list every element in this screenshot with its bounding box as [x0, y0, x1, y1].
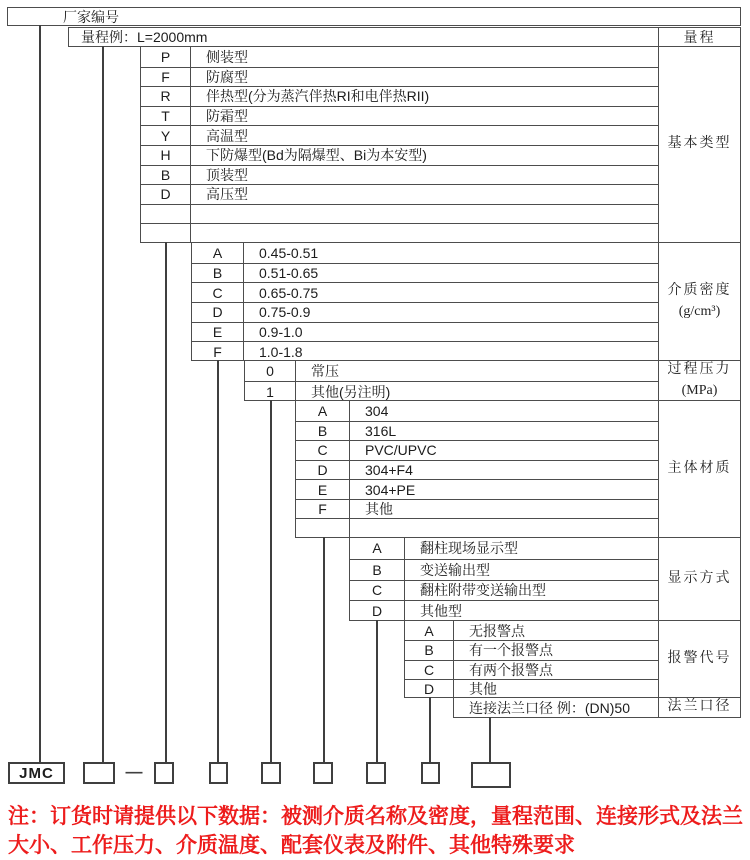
option-code: A — [405, 621, 454, 640]
option-row — [192, 322, 658, 342]
category-label: 主体材质 — [667, 460, 732, 476]
option-desc: 高温型 — [206, 127, 248, 144]
option-desc: 无报警点 — [469, 622, 525, 639]
option-desc: 其他 — [365, 501, 393, 518]
option-row — [296, 401, 658, 421]
option-code: H — [141, 146, 191, 165]
option-row — [141, 145, 658, 165]
option-code: E — [296, 480, 350, 499]
option-desc: 防腐型 — [206, 68, 248, 85]
option-desc: 304+F4 — [365, 461, 413, 478]
option-code: D — [405, 680, 454, 698]
category-column — [658, 46, 741, 718]
option-desc: 下防爆型(Bd为隔爆型、Bi为本安型) — [206, 147, 427, 164]
option-code: C — [405, 661, 454, 679]
category-label: 基本类型 — [667, 135, 732, 151]
option-row — [141, 86, 658, 106]
option-code: D — [296, 461, 350, 480]
option-desc: 常压 — [311, 363, 339, 379]
option-row — [296, 460, 658, 480]
category-cell-alarm-code — [659, 620, 740, 697]
option-code: C — [296, 441, 350, 460]
option-desc: 侧装型 — [206, 48, 248, 65]
option-row — [296, 421, 658, 441]
selection-table-process-pressure — [244, 360, 659, 401]
category-sublabel: (g/cm³) — [678, 303, 721, 319]
order-note-line1: 注：订货时请提供以下数据：被测介质名称及密度，量程范围、连接形式及法兰 — [8, 805, 743, 828]
option-code: B — [296, 422, 350, 441]
category-cell-body-material — [659, 400, 740, 537]
option-desc: 伴热型(分为蒸汽伴热RI和电伴热RII) — [206, 88, 430, 105]
option-desc: PVC/UPVC — [365, 442, 437, 459]
connector-alarm-code — [429, 697, 431, 762]
option-row — [405, 660, 658, 679]
category-cell-flange-size — [659, 697, 740, 717]
category-cell-process-pressure — [659, 360, 740, 400]
option-desc: 304 — [365, 402, 389, 419]
category-cell-range: 量程 — [658, 28, 740, 46]
option-desc: 1.0-1.8 — [259, 343, 303, 360]
selection-table-basic-type — [140, 46, 659, 243]
option-desc: 其他型 — [420, 603, 462, 620]
dash-separator: — — [125, 762, 143, 781]
option-row — [192, 282, 658, 302]
option-desc: 顶装型 — [206, 166, 248, 183]
option-row — [405, 640, 658, 659]
option-code — [141, 205, 191, 224]
selection-table-body-material — [295, 400, 659, 538]
model-code-box-medium-density — [209, 762, 228, 784]
option-code: A — [350, 538, 405, 559]
option-code: B — [141, 166, 191, 185]
option-row — [192, 341, 658, 361]
option-desc: 0.75-0.9 — [259, 304, 311, 321]
option-row — [405, 621, 658, 640]
option-code: D — [350, 601, 405, 621]
option-code: Y — [141, 126, 191, 145]
connector-basic-type — [165, 242, 167, 762]
model-code-box-range — [83, 762, 115, 784]
model-code-box-body-material — [313, 762, 333, 784]
option-code — [141, 224, 191, 243]
option-desc: 防霜型 — [206, 108, 248, 125]
option-desc: 0.9-1.0 — [259, 323, 303, 340]
option-desc: 有两个报警点 — [469, 661, 553, 678]
option-desc: 翻柱附带变送输出型 — [420, 582, 546, 599]
option-desc: 其他(另注明) — [311, 383, 391, 400]
option-code: A — [192, 243, 244, 263]
option-code: P — [141, 47, 191, 67]
connector-process-pressure — [270, 400, 272, 762]
category-sublabel: (MPa) — [681, 382, 718, 398]
option-code: E — [192, 323, 244, 342]
option-desc: 变送输出型 — [420, 561, 490, 578]
option-row — [296, 440, 658, 460]
option-code: B — [192, 264, 244, 283]
category-label: 介质密度 — [667, 283, 732, 299]
option-desc: 0.51-0.65 — [259, 264, 319, 281]
category-label: 法兰口径 — [667, 699, 732, 715]
option-code: F — [141, 68, 191, 87]
option-row — [141, 184, 658, 204]
option-code: C — [350, 581, 405, 601]
range-row — [68, 27, 741, 47]
option-row — [405, 679, 658, 698]
option-row — [141, 47, 658, 67]
option-row — [296, 479, 658, 499]
range-example: 量程例：L=2000mm — [81, 29, 208, 45]
option-code: D — [141, 185, 191, 204]
option-code: D — [192, 303, 244, 322]
category-cell-display-mode — [659, 537, 740, 620]
connector-medium-density — [217, 360, 219, 762]
option-desc: 翻柱现场显示型 — [420, 540, 518, 557]
option-code — [296, 519, 350, 538]
option-row — [141, 223, 658, 243]
option-code: F — [296, 500, 350, 519]
option-code: B — [350, 560, 405, 580]
option-desc: 0.45-0.51 — [259, 244, 319, 261]
category-cell-basic-type — [659, 46, 740, 242]
category-cell-medium-density — [659, 242, 740, 360]
option-row — [192, 263, 658, 283]
connector-factory-number — [39, 25, 41, 762]
option-row — [192, 302, 658, 322]
option-row — [141, 125, 658, 145]
option-desc: 高压型 — [206, 186, 248, 203]
model-code-box-alarm-code — [421, 762, 440, 784]
option-row — [141, 67, 658, 87]
category-label: 过程压力 — [667, 362, 732, 378]
connector-display-mode — [376, 620, 378, 762]
option-row — [350, 580, 658, 601]
option-desc: 304+PE — [365, 481, 416, 498]
option-code: F — [192, 342, 244, 361]
model-prefix-box: JMC — [8, 762, 65, 784]
factory-number-cell — [7, 7, 741, 26]
model-code-box-basic-type — [154, 762, 174, 784]
option-desc: 有一个报警点 — [469, 642, 553, 659]
category-label: 显示方式 — [667, 570, 732, 586]
selection-table-display-mode — [349, 537, 659, 621]
option-code: C — [192, 283, 244, 302]
option-desc: 316L — [365, 422, 397, 439]
option-desc: 连接法兰口径 例：(DN)50 — [469, 700, 631, 716]
connector-body-material — [323, 537, 325, 762]
option-code: 1 — [245, 382, 296, 401]
option-row — [350, 559, 658, 580]
option-row — [350, 600, 658, 621]
option-row — [141, 204, 658, 224]
category-label: 报警代号 — [667, 650, 732, 666]
selection-table-alarm-code — [404, 620, 659, 698]
option-code: R — [141, 87, 191, 106]
connector-flange-size — [489, 717, 491, 762]
option-row — [245, 361, 658, 381]
option-code: A — [296, 401, 350, 421]
option-row — [454, 698, 658, 718]
option-desc: 0.65-0.75 — [259, 284, 319, 301]
option-row — [141, 165, 658, 185]
option-row — [245, 381, 658, 401]
option-row — [350, 538, 658, 559]
option-row — [296, 518, 658, 538]
selection-table-medium-density — [191, 242, 659, 361]
model-code-box-flange-size — [471, 762, 511, 788]
option-row — [296, 499, 658, 519]
order-note-line2: 大小、工作压力、介质温度、配套仪表及附件、其他特殊要求 — [8, 834, 575, 857]
option-desc: 其他 — [469, 680, 497, 697]
selection-table-flange-size — [453, 697, 659, 718]
option-code: 0 — [245, 361, 296, 381]
model-code-box-display-mode — [366, 762, 386, 784]
option-row — [141, 106, 658, 126]
option-code: B — [405, 641, 454, 659]
order-note — [8, 802, 748, 860]
connector-range — [102, 46, 104, 762]
factory-number-label: 厂家编号 — [63, 8, 119, 25]
option-row — [192, 243, 658, 263]
model-code-box-process-pressure — [261, 762, 281, 784]
option-code: T — [141, 107, 191, 126]
